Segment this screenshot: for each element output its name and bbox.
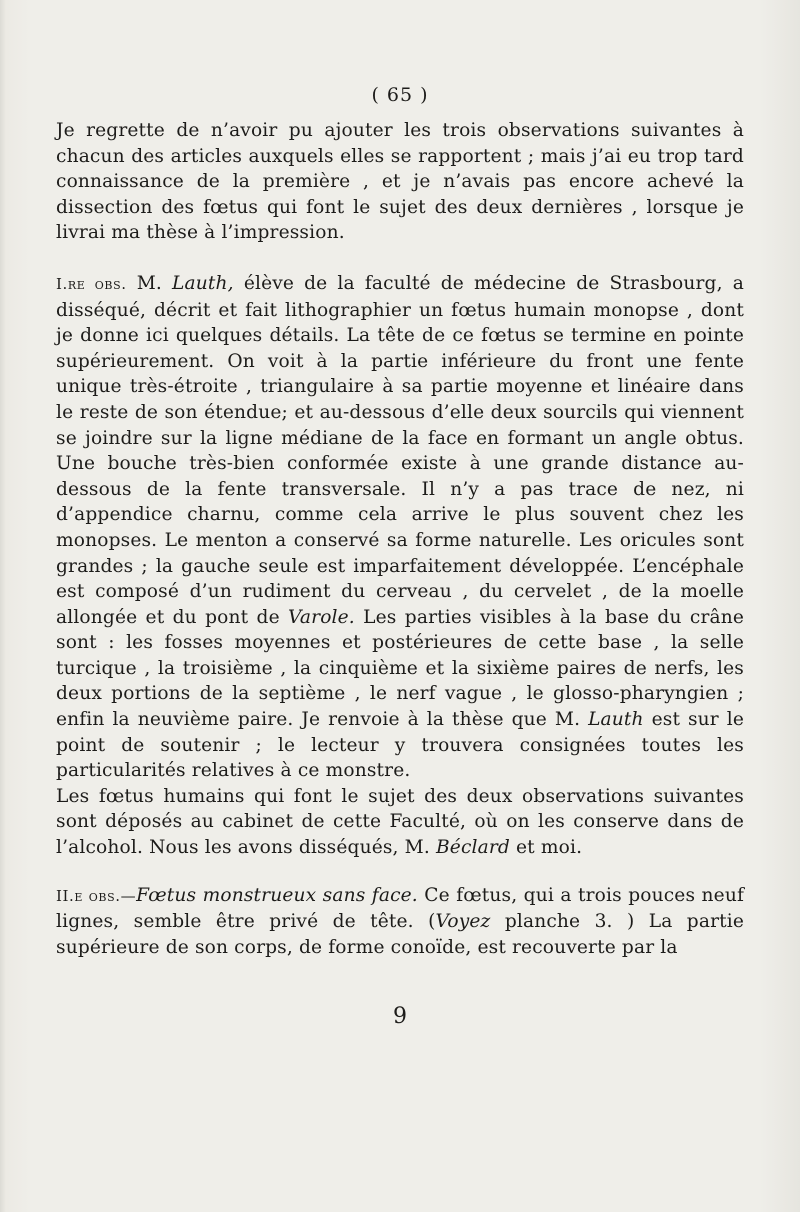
signature-mark: 9 bbox=[393, 1004, 407, 1029]
observation-2-text-a: Ce fœtus, qui a trois pouces neuf lignes, semble être privé de tête. ( bbox=[56, 884, 744, 933]
voyez-reference: Voyez bbox=[435, 911, 491, 933]
observation-1-text-c: est sur le point de soutenir ; le lecteur y trouvera consignées toutes les particularités relatives à ce monstre. bbox=[56, 709, 745, 782]
observation-1-paragraph bbox=[56, 271, 744, 784]
observation-2-text-b: planche 3. ) La partie supérieure de son corps, de forme conoïde, est recouverte par la bbox=[56, 911, 744, 958]
author-name-lauth-2: Lauth bbox=[588, 709, 644, 731]
intro-paragraph: Je regrette de n’avoir pu ajouter les trois observations suivantes à chacun des articles auxquels elles se rapportent ; mais j’ai eu trop tard connaissance de la première , et je n’avais pas encore achevé la dissection des fœtus qui font le sujet des deux dernières , lorsque je livrai ma thèse à l’impression. bbox=[56, 120, 744, 244]
author-name-lauth: Lauth, bbox=[172, 272, 234, 294]
deposit-text-a: Les fœtus humains qui font le sujet des deux observations suivantes sont déposés au cabinet de cette Faculté, où on les conserve dans de l’alcohol. Nous les avons disséqués, M. bbox=[56, 785, 744, 859]
name-prefix: M. bbox=[136, 272, 162, 294]
observation-2-paragraph bbox=[56, 883, 744, 961]
deposit-paragraph bbox=[56, 784, 744, 861]
observation-1-label: I.re obs. bbox=[56, 274, 127, 293]
page-number: ( 65 ) bbox=[371, 84, 429, 106]
deposit-text-b: et moi. bbox=[516, 837, 583, 859]
observation-2-label: II.e obs.— bbox=[56, 886, 137, 905]
varole-name: Varole. bbox=[288, 606, 355, 628]
observation-2-title: Fœtus monstrueux sans face. bbox=[136, 884, 418, 906]
author-name-beclard: Béclard bbox=[435, 837, 510, 859]
page-body bbox=[56, 118, 744, 960]
observation-1-text-a: élève de la faculté de médecine de Strasbourg, a disséqué, décrit et fait lithographier un fœtus humain monopse , dont je donne ici quelques détails. La tête de ce fœtus se termine en pointe supérieurement. On voit à la partie inférieure du front une fente unique très-étroite , triangulaire à sa partie moyenne et linéaire dans le reste de son étendue; et au-dessous d’elle deux sourcils qui viennent se joindre sur la ligne médiane de la face en formant un angle obtus. Une bouche très-bien conformée existe à une grande distance au-dessous de la fente transversale. Il n’y a pas trace de nez, ni d’appendice charnu, comme cela arrive le plus souvent chez les monopses. Le menton a conservé sa forme naturelle. Les oricules sont grandes ; la gauche seule est imparfaitement développée. L’encéphale est composé d’un rudiment du cerveau , du cervelet , de la moelle allongée et du pont de bbox=[56, 272, 744, 628]
observation-1-text-b: Les parties visibles à la base du crâne sont : les fosses moyennes et postérieures de cette base , la selle turcique , la troisième , la cinquième et la sixième paires de nerfs, les deux portions de la septième , le nerf vague , le glosso-pharyngien ; enfin la neuvième paire. Je renvoie à la thèse que M. bbox=[56, 606, 744, 731]
